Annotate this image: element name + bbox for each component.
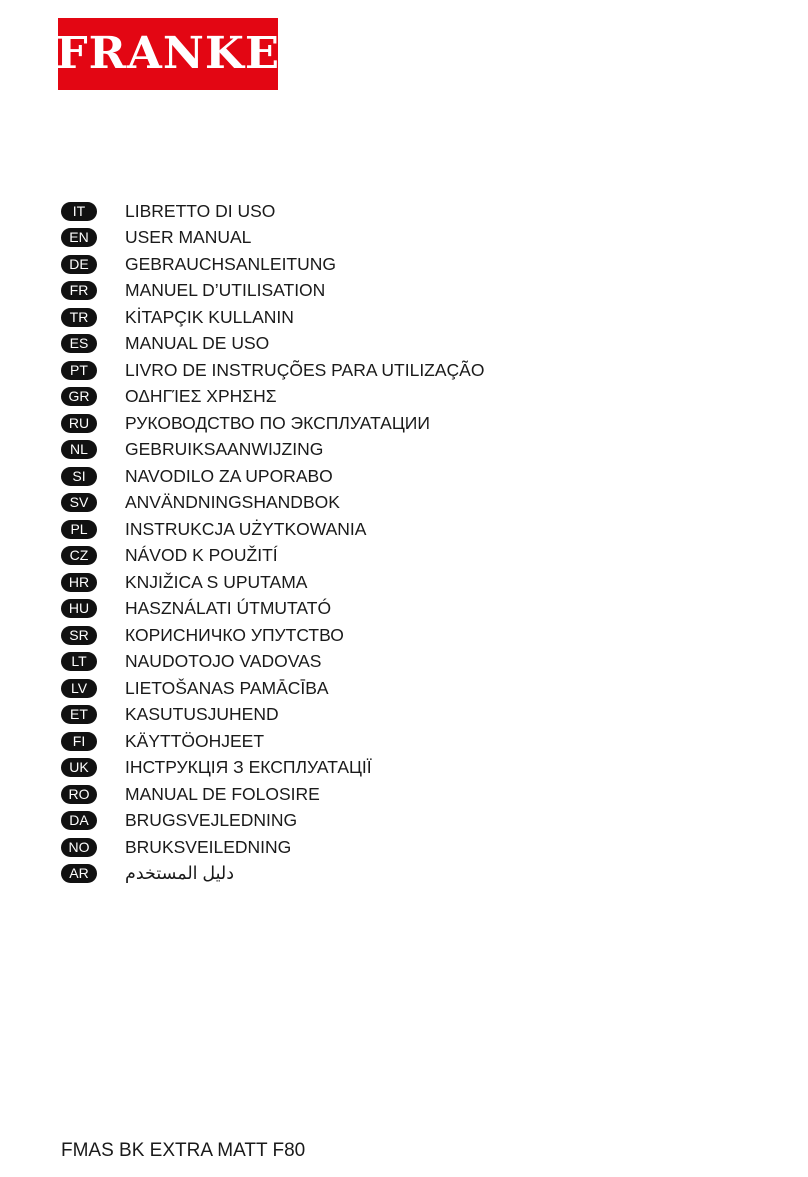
language-manual-title: BRUKSVEILEDNING <box>125 836 292 857</box>
franke-logo <box>55 18 281 90</box>
language-item-ar <box>61 861 484 888</box>
language-item-it <box>61 198 484 225</box>
language-manual-title: GEBRUIKSAANWIJZING <box>125 439 324 460</box>
language-manual-title: KNJIŽICA S UPUTAMA <box>125 571 308 592</box>
language-item-hu <box>61 596 484 623</box>
language-code-badge: SR <box>61 626 97 645</box>
language-code-badge: CZ <box>61 546 97 565</box>
language-item-fi <box>61 728 484 755</box>
language-item-nl <box>61 437 484 464</box>
language-manual-title: USER MANUAL <box>125 227 252 248</box>
language-manual-title: NAVODILO ZA UPORABO <box>125 465 333 486</box>
language-code-badge: PL <box>61 520 97 539</box>
language-item-ro <box>61 781 484 808</box>
language-code-badge: EN <box>61 228 97 247</box>
language-code-badge: UK <box>61 758 97 777</box>
language-manual-title: KÄYTTÖOHJEET <box>125 730 265 751</box>
language-manual-title: LIBRETTO DI USO <box>125 200 276 221</box>
language-item-tr <box>61 304 484 331</box>
language-manual-title: MANUAL DE USO <box>125 333 270 354</box>
language-item-pt <box>61 357 484 384</box>
language-code-badge: AR <box>61 864 97 883</box>
language-manual-title: دليل المستخدم <box>125 863 235 884</box>
language-code-badge: HU <box>61 599 97 618</box>
language-manual-title: MANUAL DE FOLOSIRE <box>125 783 320 804</box>
language-item-uk <box>61 755 484 782</box>
language-code-badge: NL <box>61 440 97 459</box>
language-manual-title: MANUEL D’UTILISATION <box>125 280 326 301</box>
language-item-pl <box>61 516 484 543</box>
language-code-badge: ET <box>61 705 97 724</box>
language-manual-title: NAUDOTOJO VADOVAS <box>125 651 322 672</box>
language-manual-title: ANVÄNDNINGSHANDBOK <box>125 492 340 513</box>
language-manual-title: LIETOŠANAS PAMĀCĪBA <box>125 677 329 698</box>
language-item-lt <box>61 649 484 676</box>
language-code-badge: RU <box>61 414 97 433</box>
language-code-badge: TR <box>61 308 97 327</box>
language-code-badge: HR <box>61 573 97 592</box>
language-item-sr <box>61 622 484 649</box>
language-code-badge: SI <box>61 467 97 486</box>
language-code-badge: ES <box>61 334 97 353</box>
language-manual-title: ΟΔΗΓΊΕΣ ΧΡΗΣΗΣ <box>125 386 277 407</box>
language-item-si <box>61 463 484 490</box>
language-code-badge: LT <box>61 652 97 671</box>
language-manual-title: РУКОВОДСТВО ПО ЭКСПЛУАТАЦИИ <box>125 412 430 433</box>
language-code-badge: GR <box>61 387 97 406</box>
language-item-et <box>61 702 484 729</box>
model-name: FMAS BK EXTRA MATT F80 <box>61 1140 306 1161</box>
language-item-sv <box>61 490 484 517</box>
language-code-badge: NO <box>61 838 97 857</box>
language-item-lv <box>61 675 484 702</box>
language-item-de <box>61 251 484 278</box>
language-manual-title: LIVRO DE INSTRUÇÕES PARA UTILIZAÇÃO <box>125 359 485 380</box>
language-code-badge: LV <box>61 679 97 698</box>
language-code-badge: FI <box>61 732 97 751</box>
language-code-badge: SV <box>61 493 97 512</box>
language-item-es <box>61 331 484 358</box>
language-item-en <box>61 225 484 252</box>
language-code-badge: IT <box>61 202 97 221</box>
language-item-cz <box>61 543 484 570</box>
language-manual-title: NÁVOD K POUŽITÍ <box>125 545 278 566</box>
language-manual-title: KİTAPÇIK KULLANIN <box>125 306 294 327</box>
language-code-badge: DA <box>61 811 97 830</box>
language-code-badge: RO <box>61 785 97 804</box>
language-list <box>61 198 484 887</box>
language-item-ru <box>61 410 484 437</box>
language-code-badge: DE <box>61 255 97 274</box>
language-manual-title: КОРИСНИЧКО УПУТСТВО <box>125 624 344 645</box>
language-code-badge: FR <box>61 281 97 300</box>
language-item-fr <box>61 278 484 305</box>
language-item-no <box>61 834 484 861</box>
language-manual-title: GEBRAUCHSANLEITUNG <box>125 253 337 274</box>
language-code-badge: PT <box>61 361 97 380</box>
language-manual-title: INSTRUKCJA UŻYTKOWANIA <box>125 518 367 539</box>
language-manual-title: KASUTUSJUHEND <box>125 704 279 725</box>
logo-text: FRANKE <box>55 28 281 79</box>
language-item-gr <box>61 384 484 411</box>
language-manual-title: BRUGSVEJLEDNING <box>125 810 298 831</box>
language-manual-title: HASZNÁLATI ÚTMUTATÓ <box>125 598 332 619</box>
language-item-da <box>61 808 484 835</box>
language-manual-title: ІНСТРУКЦІЯ З ЕКСПЛУАТАЦІЇ <box>125 757 372 778</box>
language-item-hr <box>61 569 484 596</box>
